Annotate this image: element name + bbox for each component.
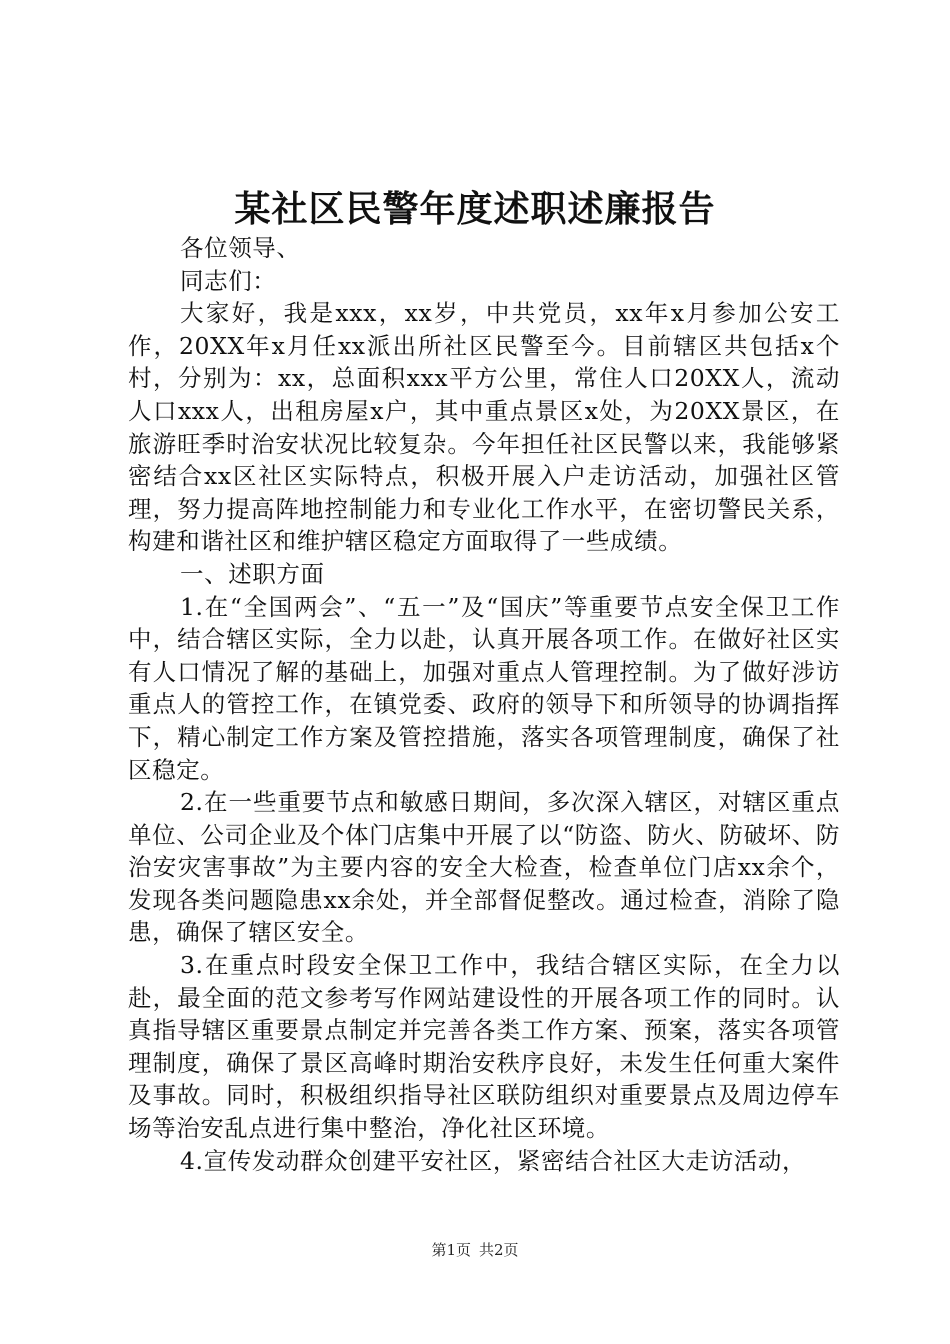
- intro-paragraph: 大家好，我是xxx，xx岁，中共党员，xx年x月参加公安工作，20XX年x月任xx派出所社区民警至今。目前辖区共包括x个村，分别为：xx，总面积xxx平方公里，常住人口20XX人，流动人口xxx人，出租房屋x户，其中重点景区x处，为20XX景区，在旅游旺季时治安状况比较复杂。今年担任社区民警以来，我能够紧密结合xx区社区实际特点，积极开展入户走访活动，加强社区管理，努力提高阵地控制能力和专业化工作水平，在密切警民关系，构建和谐社区和维护辖区稳定方面取得了一些成绩。: [128, 299, 840, 556]
- item-paragraph-4: 4.宣传发动群众创建平安社区，紧密结合社区大走访活动，: [180, 1146, 807, 1175]
- page-footer: [0, 1240, 950, 1260]
- document-body: [128, 232, 840, 1177]
- page-total: 共2页: [479, 1241, 519, 1259]
- document-title: 某社区民警年度述职述廉报告: [234, 188, 716, 230]
- salutation-line-1: 各位领导、: [180, 234, 301, 262]
- item-paragraph-1: 1.在“全国两会”、“五一”及“国庆”等重要节点安全保卫工作中，结合辖区实际，全力以赴，认真开展各项工作。在做好社区实有人口情况了解的基础上，加强对重点人管理控制。为了做好涉访重点人的管控工作，在镇党委、政府的领导下和所领导的协调指挥下，精心制定工作方案及管控措施，落实各项管理制度，确保了社区稳定。: [128, 592, 840, 784]
- salutation-line-2: 同志们：: [180, 266, 277, 295]
- item-paragraph-3: 3.在重点时段安全保卫工作中，我结合辖区实际，在全力以赴，最全面的范文参考写作网站建设性的开展各项工作的同时。认真指导辖区重要景点制定并完善各类工作方案、预案，落实各项管理制度，确保了景区高峰时期治安秩序良好，未发生任何重大案件及事故。同时，积极组织指导社区联防组织对重要景点及周边停车场等治安乱点进行集中整治，净化社区环境。: [128, 951, 840, 1143]
- section-heading: 一、述职方面: [180, 559, 325, 588]
- item-paragraph-2: 2.在一些重要节点和敏感日期间，多次深入辖区，对辖区重点单位、公司企业及个体门店集中开展了以“防盗、防火、防破坏、防治安灾害事故”为主要内容的安全大检查，检查单位门店xx余个，发现各类问题隐患xx余处，并全部督促整改。通过检查，消除了隐患，确保了辖区安全。: [128, 788, 840, 947]
- page-number: 第1页: [431, 1241, 471, 1259]
